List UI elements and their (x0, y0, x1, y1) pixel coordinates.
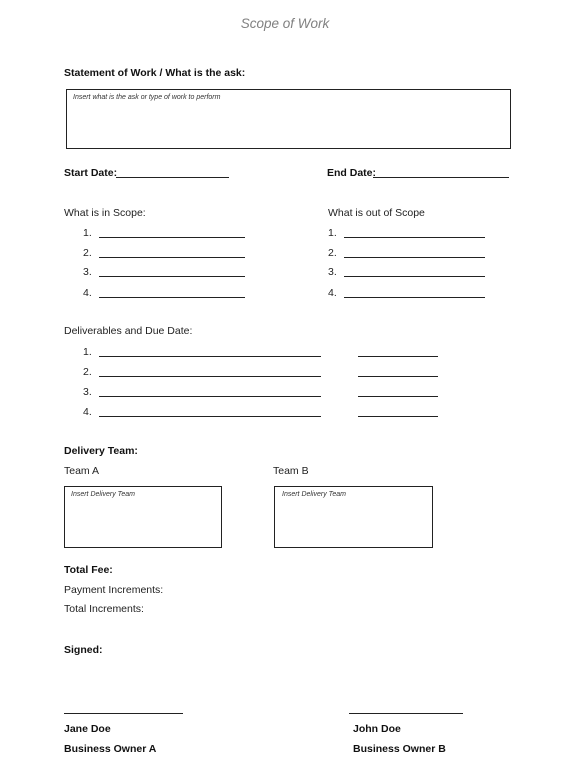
out-of-scope-label: What is out of Scope (328, 207, 425, 219)
statement-box[interactable] (66, 89, 511, 149)
signer-left-name: Jane Doe (64, 723, 111, 735)
signed-label: Signed: (64, 644, 103, 656)
total-fee-label: Total Fee: (64, 564, 113, 576)
out-scope-line[interactable] (344, 237, 485, 238)
team-b-label: Team B (273, 465, 309, 477)
in-scope-number: 1. (83, 227, 92, 239)
statement-placeholder: Insert what is the ask or type of work to perform (73, 94, 221, 101)
out-scope-number: 1. (328, 227, 337, 239)
team-a-label: Team A (64, 465, 100, 477)
total-increments-label: Total Increments: (64, 603, 144, 615)
deliverable-line[interactable] (99, 356, 321, 357)
start-date-label: Start Date: (64, 167, 118, 179)
deliverable-line[interactable] (99, 396, 321, 397)
delivery-team-label: Delivery Team: (64, 445, 138, 457)
deliverable-number: 3. (83, 386, 92, 398)
due-date-line[interactable] (358, 376, 438, 377)
out-scope-number: 4. (328, 287, 337, 299)
in-scope-label: What is in Scope: (64, 207, 146, 219)
team-b-box[interactable] (274, 486, 433, 548)
end-date-field[interactable] (373, 177, 509, 178)
due-date-line[interactable] (358, 416, 438, 417)
team-a-placeholder: Insert Delivery Team (71, 491, 135, 498)
in-scope-number: 3. (83, 266, 92, 278)
signer-right-name: John Doe (353, 723, 401, 735)
signature-line-left[interactable] (64, 713, 183, 714)
team-a-box[interactable] (64, 486, 222, 548)
deliverable-number: 2. (83, 366, 92, 378)
out-scope-line[interactable] (344, 257, 485, 258)
signer-right-role: Business Owner B (353, 743, 446, 755)
page-title: Scope of Work (240, 16, 330, 31)
in-scope-number: 2. (83, 247, 92, 259)
deliverables-label: Deliverables and Due Date: (64, 325, 193, 337)
in-scope-line[interactable] (99, 237, 245, 238)
in-scope-line[interactable] (99, 276, 245, 277)
out-scope-line[interactable] (344, 276, 485, 277)
out-scope-line[interactable] (344, 297, 485, 298)
team-b-placeholder: Insert Delivery Team (282, 491, 346, 498)
out-scope-number: 2. (328, 247, 337, 259)
in-scope-number: 4. (83, 287, 92, 299)
end-date-label: End Date: (327, 167, 377, 179)
start-date-field[interactable] (116, 177, 229, 178)
due-date-line[interactable] (358, 356, 438, 357)
signer-left-role: Business Owner A (64, 743, 157, 755)
deliverable-number: 1. (83, 346, 92, 358)
signature-line-right[interactable] (349, 713, 463, 714)
statement-label: Statement of Work / What is the ask: (64, 67, 246, 79)
out-scope-number: 3. (328, 266, 337, 278)
deliverable-line[interactable] (99, 376, 321, 377)
deliverable-line[interactable] (99, 416, 321, 417)
deliverable-number: 4. (83, 406, 92, 418)
payment-increments-label: Payment Increments: (64, 584, 164, 596)
due-date-line[interactable] (358, 396, 438, 397)
in-scope-line[interactable] (99, 257, 245, 258)
in-scope-line[interactable] (99, 297, 245, 298)
